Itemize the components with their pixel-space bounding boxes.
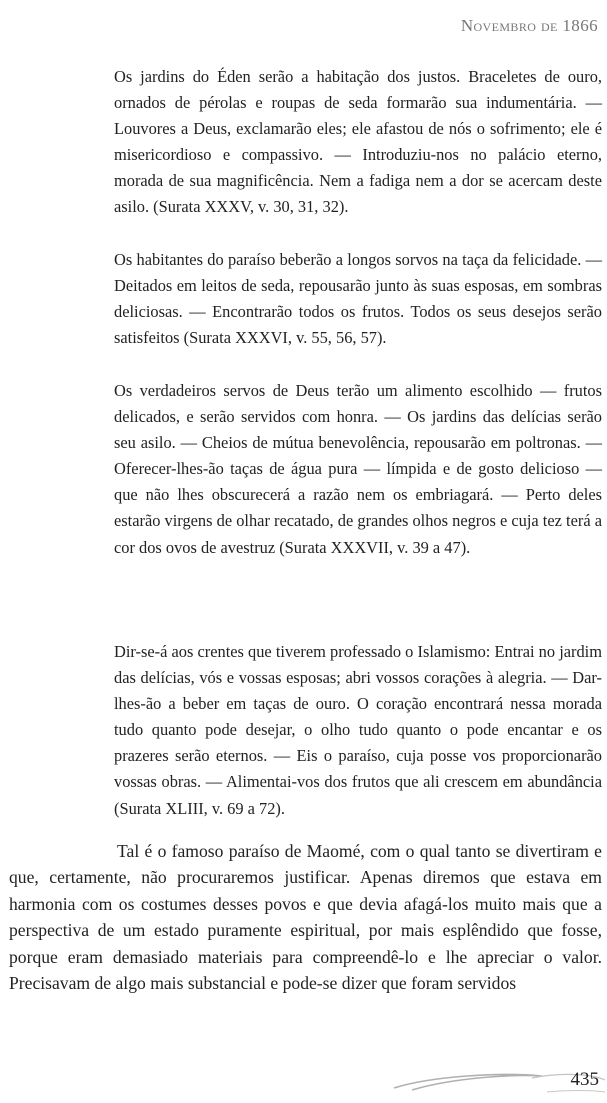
page-number: 435 — [570, 1069, 599, 1090]
running-head: Novembro de 1866 — [460, 16, 598, 35]
body-paragraph: Tal é o famoso paraíso de Maomé, com o qual tanto se divertiram e que, certamente, não procuraremos justificar. Apenas diremos que estava em harmonia com os costumes desses povos e que devia afagá-los muito mais que a perspectiva de um estado puramente espiritual, por mais esplêndido que fosse, porque eram demasiado materiais para compreendê-lo e lhe apreciar o valor. Precisavam de algo mais substancial e pode-se dizer que foram servidos — [9, 841, 602, 994]
quote-surata-xliii: Dir-se-á aos crentes que tiverem professado o Islamismo: Entrai no jardim das delícias, vós e vossas esposas; abri vossos corações à alegria. — Dar-lhes-ão a beber em taças de ouro. O coração encontrará nessa morada tudo quanto pode desejar, o olho tudo quanto o pode encantar e os prazeres serão eternos. — Eis o paraíso, cuja posse vos proporcionarão vossas obras. — Alimentai-vos dos frutos que ali crescem em abundância (Surata XLIII, v. 69 a 72). — [114, 642, 602, 818]
quote-surata-xxxv: Os jardins do Éden serão a habitação dos justos. Braceletes de ouro, ornados de pérolas e roupas de seda formarão sua indumentária. — Louvores a Deus, exclamarão eles; ele afastou de nós o sofrimento; ele é misericordioso e compassivo. — Introduziu-nos no palácio eterno, morada de sua magnificência. Nem a fadiga nem a dor se acercam deste asilo. (Surata XXXV, v. 30, 31, 32). — [114, 67, 602, 217]
quote-surata-xxxvii: Os verdadeiros servos de Deus terão um alimento escolhido — frutos delicados, e serão servidos com honra. — Os jardins das delícias serão seu asilo. — Cheios de mútua benevolência, repousarão em poltronas. — Oferecer-lhes-ão taças de água pura — límpida e de gosto delicioso — que não lhes obscurecerá a razão nem os embriagará. — Perto deles estarão virgens de olhar recatado, de grandes olhos negros e cuja tez terá a cor dos ovos de avestruz (Surata XXXVII, v. 39 a 47). — [114, 381, 602, 557]
quote-surata-xxxvi: Os habitantes do paraíso beberão a longos sorvos na taça da felicidade. — Deitados em leitos de seda, repousarão junto às suas esposas, em sombras deliciosas. — Encontrarão todos os frutos. Todos os seus desejos serão satisfeitos (Surata XXXVI, v. 55, 56, 57). — [114, 250, 602, 348]
